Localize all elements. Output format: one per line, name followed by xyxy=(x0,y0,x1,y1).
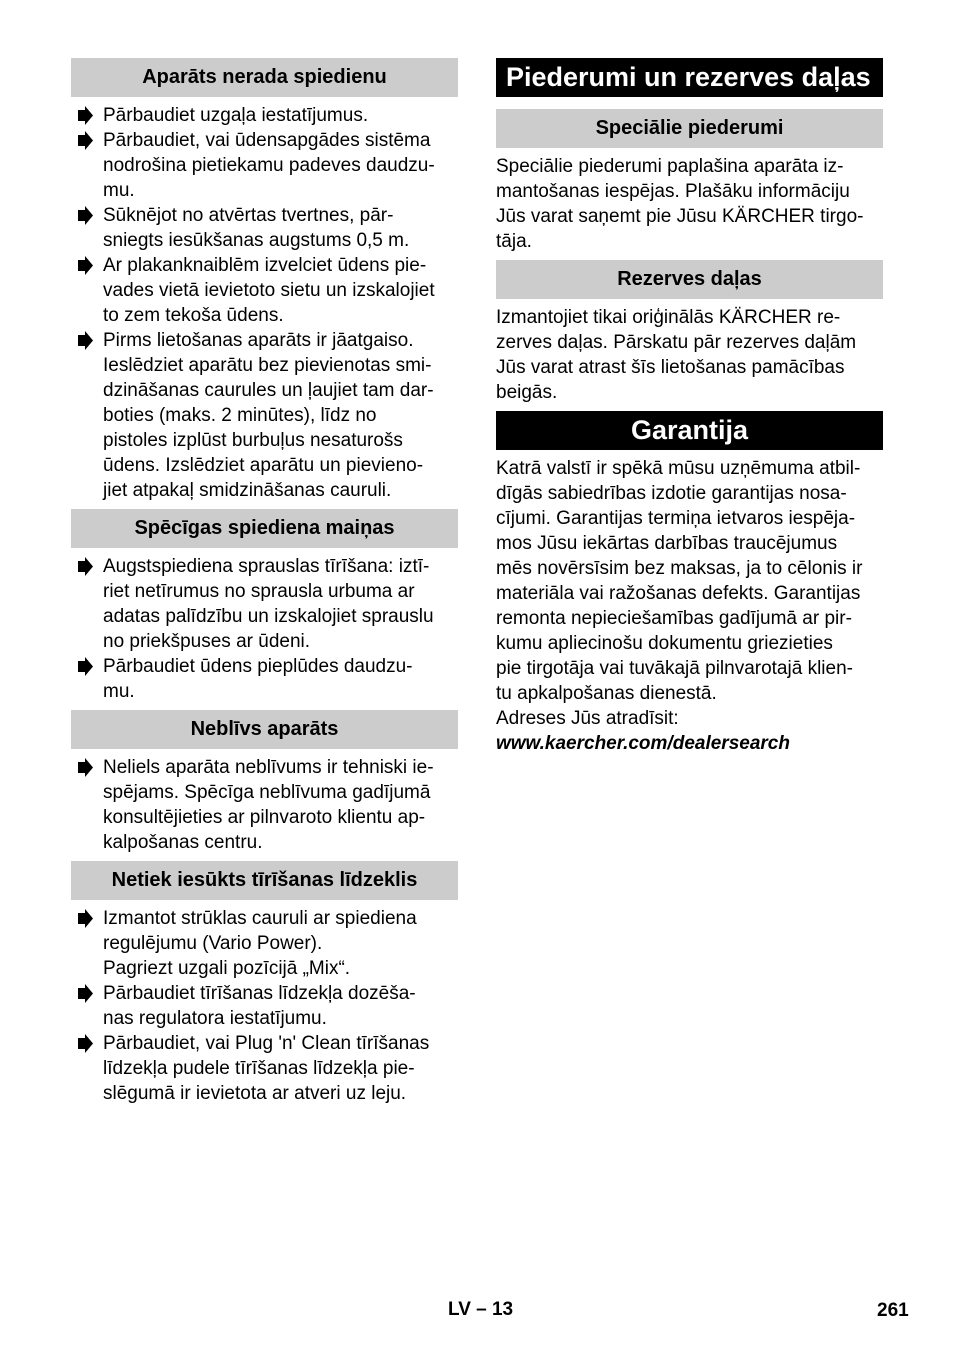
list-item xyxy=(71,1031,458,1106)
line: Augstspiediena sprauslas tīrīšana: iztī- xyxy=(103,556,430,577)
line: ūdens. Izslēdziet aparātu un pievieno- xyxy=(103,455,424,476)
line: spējams. Spēcīga neblīvuma gadījumā xyxy=(103,782,431,803)
chapter-heading-accessories: Piederumi un rezerves daļas xyxy=(496,58,883,97)
bullet-list xyxy=(71,906,458,1106)
line: mantošanas iespējas. Plašāku informāciju xyxy=(496,181,850,202)
list-item xyxy=(71,654,458,704)
section-heading: Aparāts nerada spiedienu xyxy=(71,58,458,97)
line: cījumi. Garantijas termiņa ietvaros iespēja- xyxy=(496,508,856,529)
arrow-right-icon xyxy=(75,906,95,931)
line: materiāla vai ražošanas defekts. Garantijas xyxy=(496,583,861,604)
line: Pārbaudiet uzgaļa iestatījumus. xyxy=(103,105,369,126)
line: Pirms lietošanas aparāts ir jāatgaiso. xyxy=(103,330,414,351)
line: Pārbaudiet, vai ūdensapgādes sistēma xyxy=(103,130,431,151)
line: pie tirgotāja vai tuvākajā pilnvarotajā klien- xyxy=(496,658,853,679)
line: Jūs varat saņemt pie Jūsu KÄRCHER tirgo- xyxy=(496,206,864,227)
bullet-list xyxy=(71,755,458,855)
line: Izmantot strūklas cauruli ar spiediena xyxy=(103,908,417,929)
right-column xyxy=(496,58,883,756)
line: konsultējieties ar pilnvaroto klientu ap- xyxy=(103,807,426,828)
list-item xyxy=(71,554,458,654)
line: mos Jūsu iekārtas darbības traucējumus xyxy=(496,533,838,554)
line: nodrošina pietiekamu padeves daudzu- xyxy=(103,155,435,176)
paragraph xyxy=(496,456,883,756)
arrow-right-icon xyxy=(75,981,95,1006)
line: Katrā valstī ir spēkā mūsu uzņēmuma atbil- xyxy=(496,458,861,479)
arrow-right-icon xyxy=(75,328,95,353)
arrow-right-icon xyxy=(75,128,95,153)
line: tu apkalpošanas dienestā. xyxy=(496,683,717,704)
line: Pārbaudiet tīrīšanas līdzekļa dozēša- xyxy=(103,983,416,1004)
line: kumu apliecinošu dokumentu griezieties xyxy=(496,633,833,654)
line: dzināšanas caurules un ļaujiet tam dar- xyxy=(103,380,434,401)
footer-page-number: 261 xyxy=(877,1300,909,1321)
address-label: Adreses Jūs atradīsit: xyxy=(496,708,679,729)
line: Jūs varat atrast šīs lietošanas pamācības xyxy=(496,357,845,378)
line: Neliels aparāta neblīvums ir tehniski ie- xyxy=(103,757,434,778)
arrow-right-icon xyxy=(75,554,95,579)
list-item xyxy=(71,203,458,253)
line: Ieslēdziet aparātu bez pievienotas smi- xyxy=(103,355,432,376)
line: Pārbaudiet ūdens pieplūdes daudzu- xyxy=(103,656,413,677)
line: sniegts iesūkšanas augstums 0,5 m. xyxy=(103,230,410,251)
paragraph xyxy=(496,305,883,405)
line: pistoles izplūst burbuļus nesaturošs xyxy=(103,430,403,451)
line: beigās. xyxy=(496,382,558,403)
line: riet netīrumus no sprausla urbuma ar xyxy=(103,581,415,602)
arrow-right-icon xyxy=(75,203,95,228)
line: tāja. xyxy=(496,231,532,252)
arrow-right-icon xyxy=(75,103,95,128)
list-item xyxy=(71,906,458,981)
list-item xyxy=(71,981,458,1031)
arrow-right-icon xyxy=(75,1031,95,1056)
paragraph xyxy=(496,154,883,254)
arrow-right-icon xyxy=(75,253,95,278)
section-heading: Speciālie piederumi xyxy=(496,109,883,148)
arrow-right-icon xyxy=(75,755,95,780)
line: adatas palīdzību un izskalojiet sprauslu xyxy=(103,606,434,627)
line: vades vietā ievietoto sietu un izskalojiet xyxy=(103,280,435,301)
line: boties (maks. 2 minūtes), līdz no xyxy=(103,405,377,426)
line: remonta nepieciešamības gadījumā ar pir- xyxy=(496,608,852,629)
line: to zem tekoša ūdens. xyxy=(103,305,284,326)
line: mu. xyxy=(103,681,135,702)
line: zerves daļas. Pārskatu pār rezerves daļām xyxy=(496,332,857,353)
line: Sūknējot no atvērtas tvertnes, pār- xyxy=(103,205,394,226)
line: Izmantojiet tikai oriģinālās KÄRCHER re- xyxy=(496,307,841,328)
list-item xyxy=(71,328,458,503)
left-column xyxy=(71,58,458,1106)
line: Pagriezt uzgali pozīcijā „Mix“. xyxy=(103,958,351,979)
line: no priekšpuses ar ūdeni. xyxy=(103,631,311,652)
section-heading: Rezerves daļas xyxy=(496,260,883,299)
footer-language-page: LV – 13 xyxy=(448,1299,514,1320)
line: mēs novērsīsim bez maksas, ja to cēlonis ir xyxy=(496,558,863,579)
line: kalpošanas centru. xyxy=(103,832,263,853)
list-item xyxy=(71,755,458,855)
line: regulējumu (Vario Power). xyxy=(103,933,323,954)
list-item xyxy=(71,103,458,128)
line: slēgumā ir ievietota ar atveri uz leju. xyxy=(103,1083,407,1104)
list-item xyxy=(71,128,458,203)
line: Speciālie piederumi paplašina aparāta iz- xyxy=(496,156,844,177)
section-heading: Spēcīgas spiediena maiņas xyxy=(71,509,458,548)
bullet-list xyxy=(71,103,458,503)
line: nas regulatora iestatījumu. xyxy=(103,1008,327,1029)
section-heading: Netiek iesūkts tīrīšanas līdzeklis xyxy=(71,861,458,900)
line: mu. xyxy=(103,180,135,201)
line: dīgās sabiedrības izdotie garantijas nosa- xyxy=(496,483,847,504)
line: Pārbaudiet, vai Plug 'n' Clean tīrīšanas xyxy=(103,1033,430,1054)
arrow-right-icon xyxy=(75,654,95,679)
section-heading: Neblīvs aparāts xyxy=(71,710,458,749)
dealer-search-link[interactable]: www.kaercher.com/dealersearch xyxy=(496,733,790,754)
line: jiet atpakaļ smidzināšanas cauruli. xyxy=(103,480,392,501)
list-item xyxy=(71,253,458,328)
line: līdzekļa pudele tīrīšanas līdzekļa pie- xyxy=(103,1058,415,1079)
chapter-heading-warranty: Garantija xyxy=(496,411,883,450)
line: Ar plakanknaiblēm izvelciet ūdens pie- xyxy=(103,255,427,276)
bullet-list xyxy=(71,554,458,704)
